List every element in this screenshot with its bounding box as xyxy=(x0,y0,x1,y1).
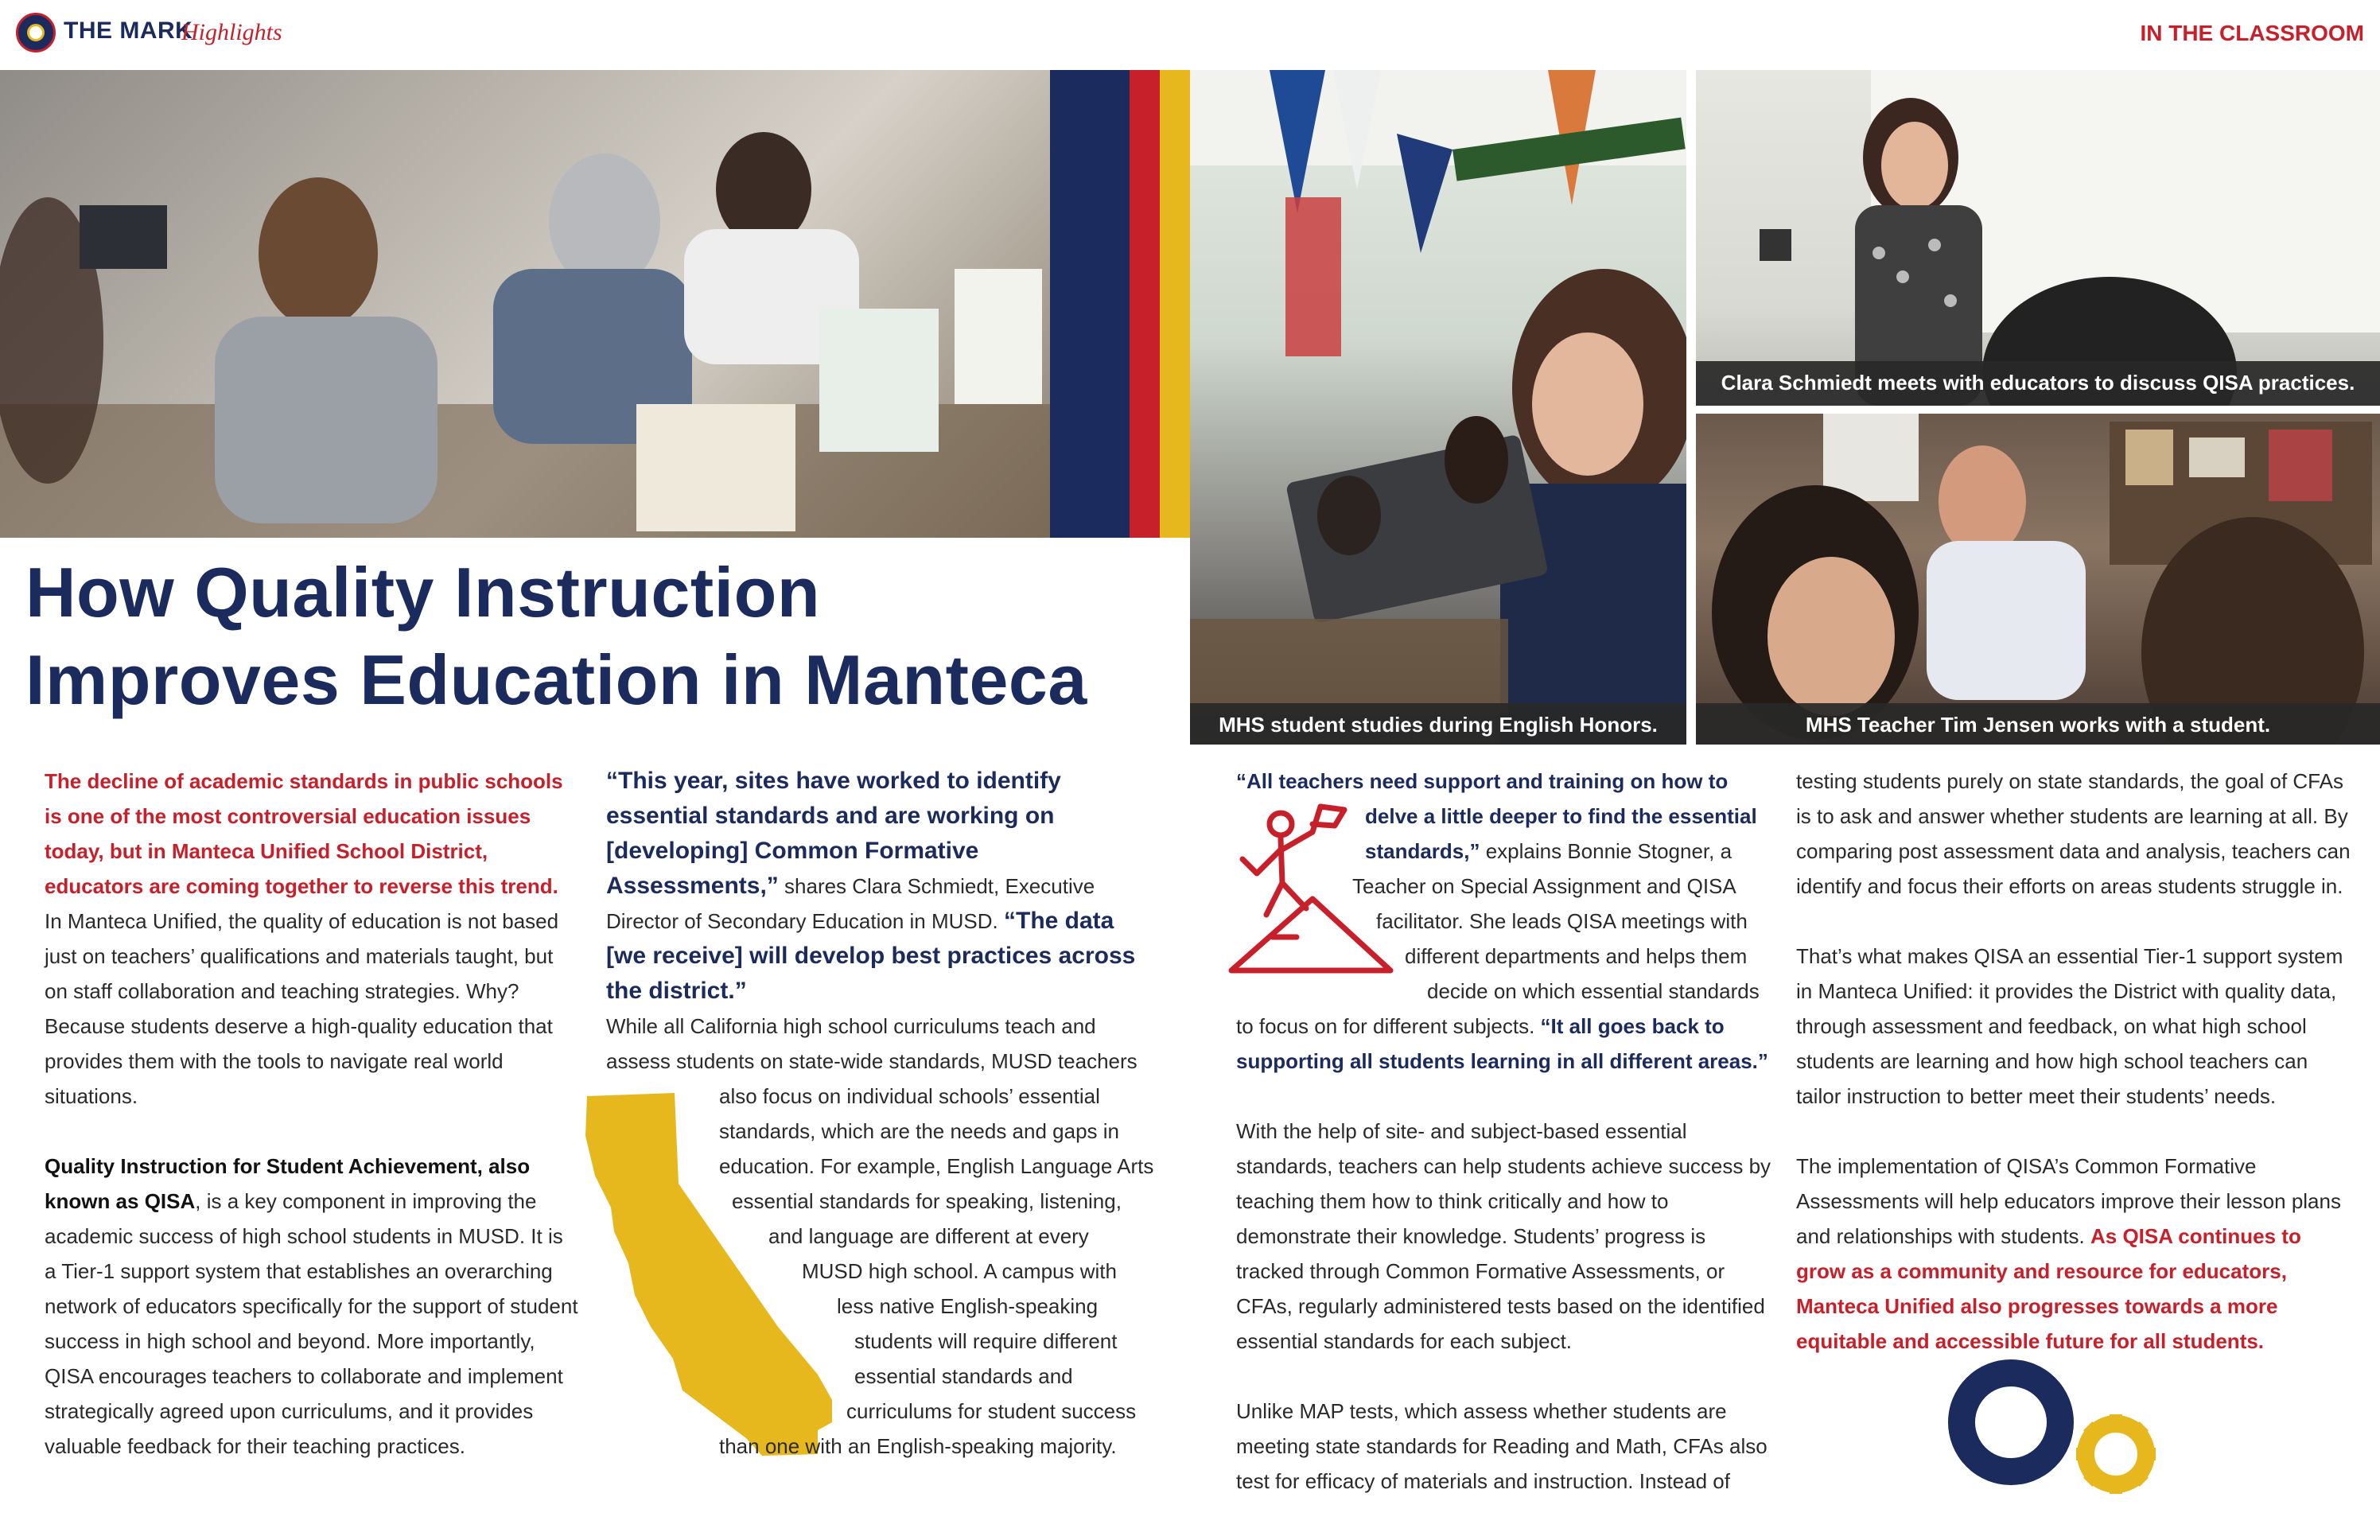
intro-lead: The decline of academic standards in public schools is one of the most controversial education issues today, but in Manteca Unified School District, educators are coming together to reverse this trend. xyxy=(45,769,563,898)
col2-line: curriculums for student success xyxy=(846,1399,1137,1423)
caption-clara: Clara Schmiedt meets with educators to discuss QISA practices. xyxy=(1696,361,2380,406)
clara-quote-1: “This year, sites have worked to identify essential standards and are working on [developing] Common Formative Assessments,” xyxy=(606,768,1061,899)
navy-stripe xyxy=(1050,70,1130,538)
map-tests-paragraph: Unlike MAP tests, which assess whether students are meeting state standards for Reading and Math, CFAs also test for efficacy of materials and instruction. Instead of xyxy=(1236,1399,1768,1493)
col3-line: “All teachers need support and training on how to xyxy=(1236,769,1729,793)
caption-english-honors: MHS student studies during English Honors. xyxy=(1190,703,1686,745)
cfa-paragraph: testing students purely on state standards, the goal of CFAs is to ask and answer whether students are learning at all. By comparing post assessment data and analysis, teachers can identify and focus their efforts on areas students struggle in. xyxy=(1796,769,2351,898)
title-line-1: How Quality Instruction xyxy=(25,553,821,632)
col2-line: essential standards and xyxy=(854,1364,1073,1388)
gold-stripe xyxy=(1160,70,1190,538)
col3-line: Teacher on Special Assignment and QISA xyxy=(1352,874,1736,898)
col2-line: education. For example, English Language Arts xyxy=(719,1154,1154,1178)
col2-line: While all California high school curriculums teach and xyxy=(606,1014,1096,1038)
column-1 xyxy=(45,764,579,1464)
qisa-lead: Quality Instruction for Student Achievement, also known as QISA xyxy=(45,1154,531,1213)
red-stripe xyxy=(1130,70,1160,538)
col2-line: than one with an English-speaking majority. xyxy=(719,1434,1117,1458)
col2-line: students will require different xyxy=(854,1329,1118,1353)
col2-line: MUSD high school. A campus with xyxy=(802,1259,1117,1283)
col3-line: decide on which essential standards xyxy=(1427,979,1760,1003)
col2-line: less native English-speaking xyxy=(837,1294,1099,1318)
col2-line: standards, which are the needs and gaps in xyxy=(719,1119,1120,1143)
col2-line: assess students on state-wide standards, MUSD teachers xyxy=(606,1049,1138,1073)
brand-subtitle: Highlights xyxy=(181,19,282,45)
implementation-closing: As QISA continues to grow as a community and resource for educators, Manteca Unified also progresses towards a more equitable and accessible future for all students. xyxy=(1796,1224,2301,1353)
photo-tim-jensen xyxy=(1696,414,2380,745)
essential-standards-paragraph: With the help of site- and subject-based essential standards, teachers can help students achieve success by teaching them how to think critically and how to demonstrate their knowledge. Students’ progress is tracked through Common Formative Assessments, or CFAs, regularly administered tests based on the identified essential standards for each subject. xyxy=(1236,1119,1771,1353)
caption-tim: MHS Teacher Tim Jensen works with a student. xyxy=(1696,703,2380,745)
col2-line: and language are different at every xyxy=(768,1224,1089,1248)
bonnie-paragraph-end xyxy=(1236,1009,1779,1079)
bonnie-tail: to focus on for different subjects. xyxy=(1236,1014,1541,1038)
col2-line: essential standards for speaking, listening, xyxy=(732,1189,1122,1213)
intro-paragraph xyxy=(45,764,579,1114)
col3-line: facilitator. She leads QISA meetings with xyxy=(1376,909,1748,933)
clara-attribution: shares Clara Schmiedt, Executive Director of Secondary Education in MUSD. xyxy=(606,874,1095,933)
qisa-paragraph xyxy=(45,1149,579,1464)
intro-body: In Manteca Unified, the quality of education is not based just on teachers’ qualifications and materials taught, but on staff collaboration and teaching strategies. Why? Because students deserve a high-quality education that provides them with the tools to navigate real world situations. xyxy=(45,909,559,1108)
column-4 xyxy=(1796,764,2356,1359)
implementation-body: The implementation of QISA’s Common Formative Assessments will help educators improve their lesson plans and relationships with students. xyxy=(1796,1154,2341,1248)
qisa-body: , is a key component in improving the academic success of high school students in MUSD. It is a Tier-1 support system that establishes an overarching network of educators specifically for the support of student success in high school and beyond. More importantly, QISA encourages teachers to collaborate and implement strategically agreed upon curriculums, and it provides valuable feedback for their teaching practices. xyxy=(45,1189,578,1458)
photo-english-honors xyxy=(1190,70,1686,745)
column-3-body xyxy=(1236,1009,1779,1499)
clara-quote-2: “The data [we receive] will develop best practices across the district.” xyxy=(606,908,1136,1004)
hero-photo-students xyxy=(0,70,1050,538)
section-label: IN THE CLASSROOM xyxy=(2140,21,2364,45)
title-line-2: Improves Education in Manteca xyxy=(25,640,1087,719)
gears-icon xyxy=(1946,1352,2176,1511)
photo-clara-schmiedt xyxy=(1696,70,2380,406)
brand-name: THE MARK xyxy=(64,18,193,44)
column-2-quote xyxy=(606,764,1147,1009)
col2-line: also focus on individual schools’ essential xyxy=(719,1084,1100,1108)
school-seal-icon xyxy=(16,13,56,52)
col3-line: different departments and helps them xyxy=(1405,944,1748,968)
implementation-paragraph xyxy=(1796,1149,2356,1359)
col3-line: standards,” explains Bonnie Stogner, a xyxy=(1365,839,1732,863)
col3-line: delve a little deeper to find the essential xyxy=(1365,804,1757,828)
page-title xyxy=(25,549,1171,724)
tier1-paragraph: That’s what makes QISA an essential Tier-1 support system in Manteca Unified: it provides the District with quality data, through assessment and feedback, on what high school students are learning and how high school teachers can tailor instruction to better meet their students’ needs. xyxy=(1796,944,2343,1108)
bonnie-quote-2: “It all goes back to supporting all students learning in all different areas.” xyxy=(1236,1014,1768,1073)
